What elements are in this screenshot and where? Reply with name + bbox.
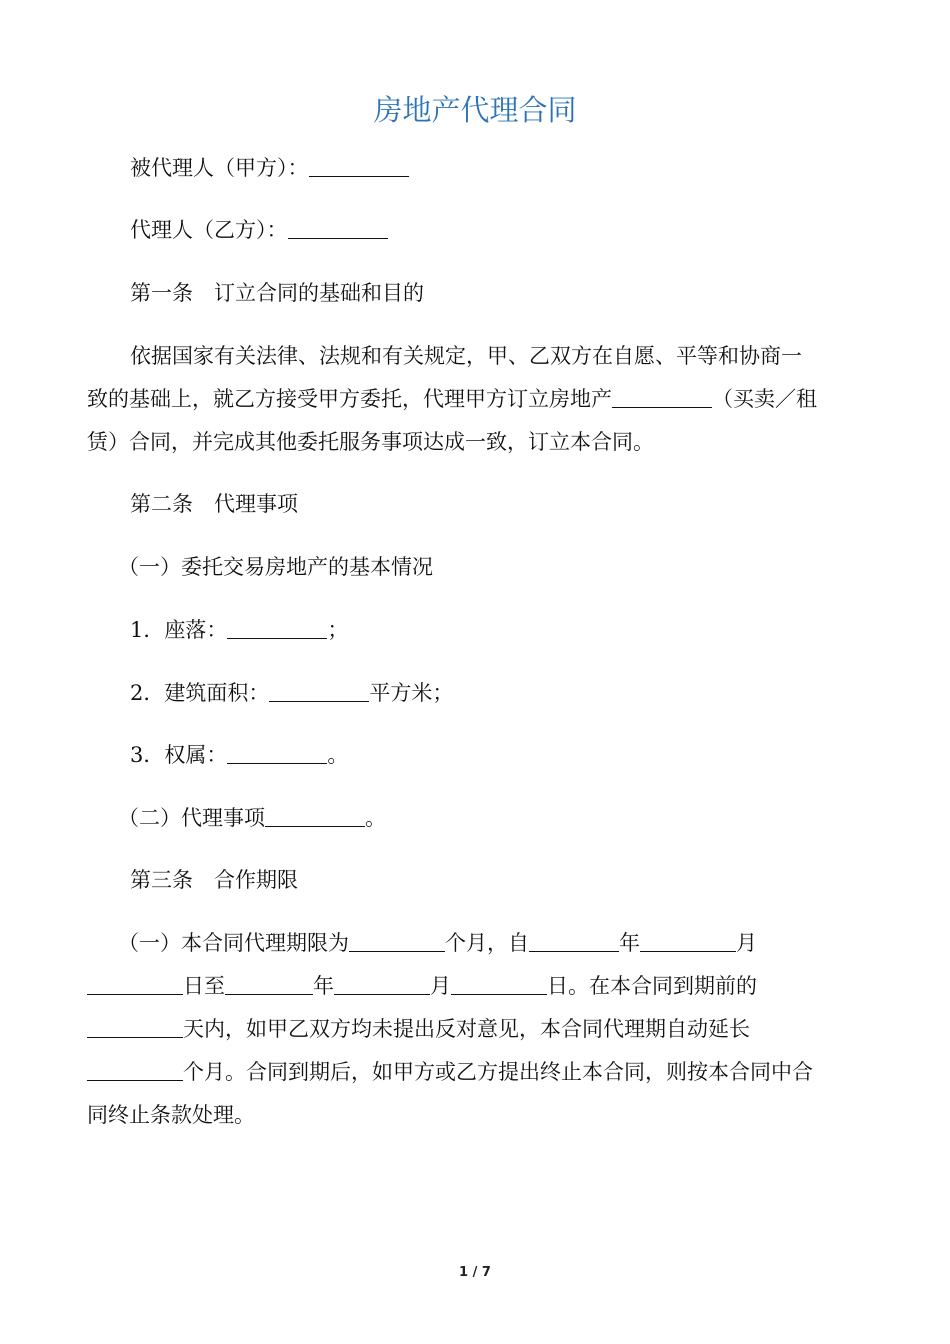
article3-text: 天内，如甲乙双方均未提出反对意见，本合同代理期自动延长 [183,1017,750,1041]
article3-text: 年 [313,974,334,998]
article3-text: 月 [430,974,451,998]
location-blank[interactable] [227,618,327,639]
article3-line3 [87,1014,863,1044]
area-blank[interactable] [269,681,369,702]
end-month-blank[interactable] [334,974,430,995]
end-year-blank[interactable] [225,974,313,995]
item1-tail: ； [327,618,349,642]
ownership-blank[interactable] [227,743,327,764]
page-number: 1 / 7 [459,1265,491,1280]
article3-line1 [118,928,863,958]
item2-tail: 平方米； [369,681,454,705]
article1-text: 致的基础上，就乙方接受甲方委托，代理甲方订立房地产 [87,387,612,411]
article3-line2 [87,971,863,1001]
article2-sub2-line [118,803,863,833]
article1-heading: 第一条 订立合同的基础和目的 [130,281,424,305]
article3-text: （一）本合同代理期限为 [118,931,349,955]
document-title: 房地产代理合同 [373,93,577,127]
start-month-blank[interactable] [640,931,736,952]
article3-text: 月 [736,931,757,955]
article2-sub1: （一）委托交易房地产的基本情况 [118,555,433,579]
article3-text: 个月，自 [445,931,529,955]
party-a-label: 被代理人（甲方）： [130,156,309,180]
article1-paragraph-line1: 依据国家有关法律、法规和有关规定，甲、乙双方在自愿、平等和协商一 [130,344,802,368]
article1-paragraph-line3: 赁）合同，并完成其他委托服务事项达成一致，订立本合同。 [87,430,654,454]
item1-label: 1．座落： [130,618,228,642]
article3-text: 日至 [183,974,225,998]
start-year-blank[interactable] [529,931,619,952]
party-b-blank[interactable] [288,218,388,239]
term-months-blank[interactable] [349,931,445,952]
article1-text-tail: （买卖／租 [712,387,817,411]
item2-line [87,678,863,708]
article2-heading: 第二条 代理事项 [130,492,298,516]
agency-matters-blank[interactable] [265,806,365,827]
article3-heading: 第三条 合作期限 [130,868,298,892]
party-a-blank[interactable] [309,156,409,177]
article3-line5: 同终止条款处理。 [87,1103,255,1127]
article2-sub2-tail: 。 [365,806,386,830]
item1-line [87,615,863,645]
item3-tail: 。 [327,743,349,767]
end-day-blank[interactable] [451,974,547,995]
party-b-line [87,215,863,245]
article3-line4 [87,1057,863,1087]
article3-text: 个月。合同到期后，如甲方或乙方提出终止本合同，则按本合同中合 [183,1060,813,1084]
extension-months-blank[interactable] [87,1060,183,1081]
article1-paragraph-line2 [87,384,863,414]
item2-label: 2．建筑面积： [130,681,270,705]
contract-type-blank[interactable] [612,387,712,408]
start-day-blank[interactable] [87,974,183,995]
article3-text: 日。在本合同到期前的 [547,974,757,998]
party-a-line [87,153,863,183]
item3-label: 3．权属： [130,743,228,767]
notice-days-blank[interactable] [87,1017,183,1038]
item3-line [87,740,863,770]
article2-sub2-label: （二）代理事项 [118,806,265,830]
article3-text: 年 [619,931,640,955]
party-b-label: 代理人（乙方）： [130,218,288,242]
